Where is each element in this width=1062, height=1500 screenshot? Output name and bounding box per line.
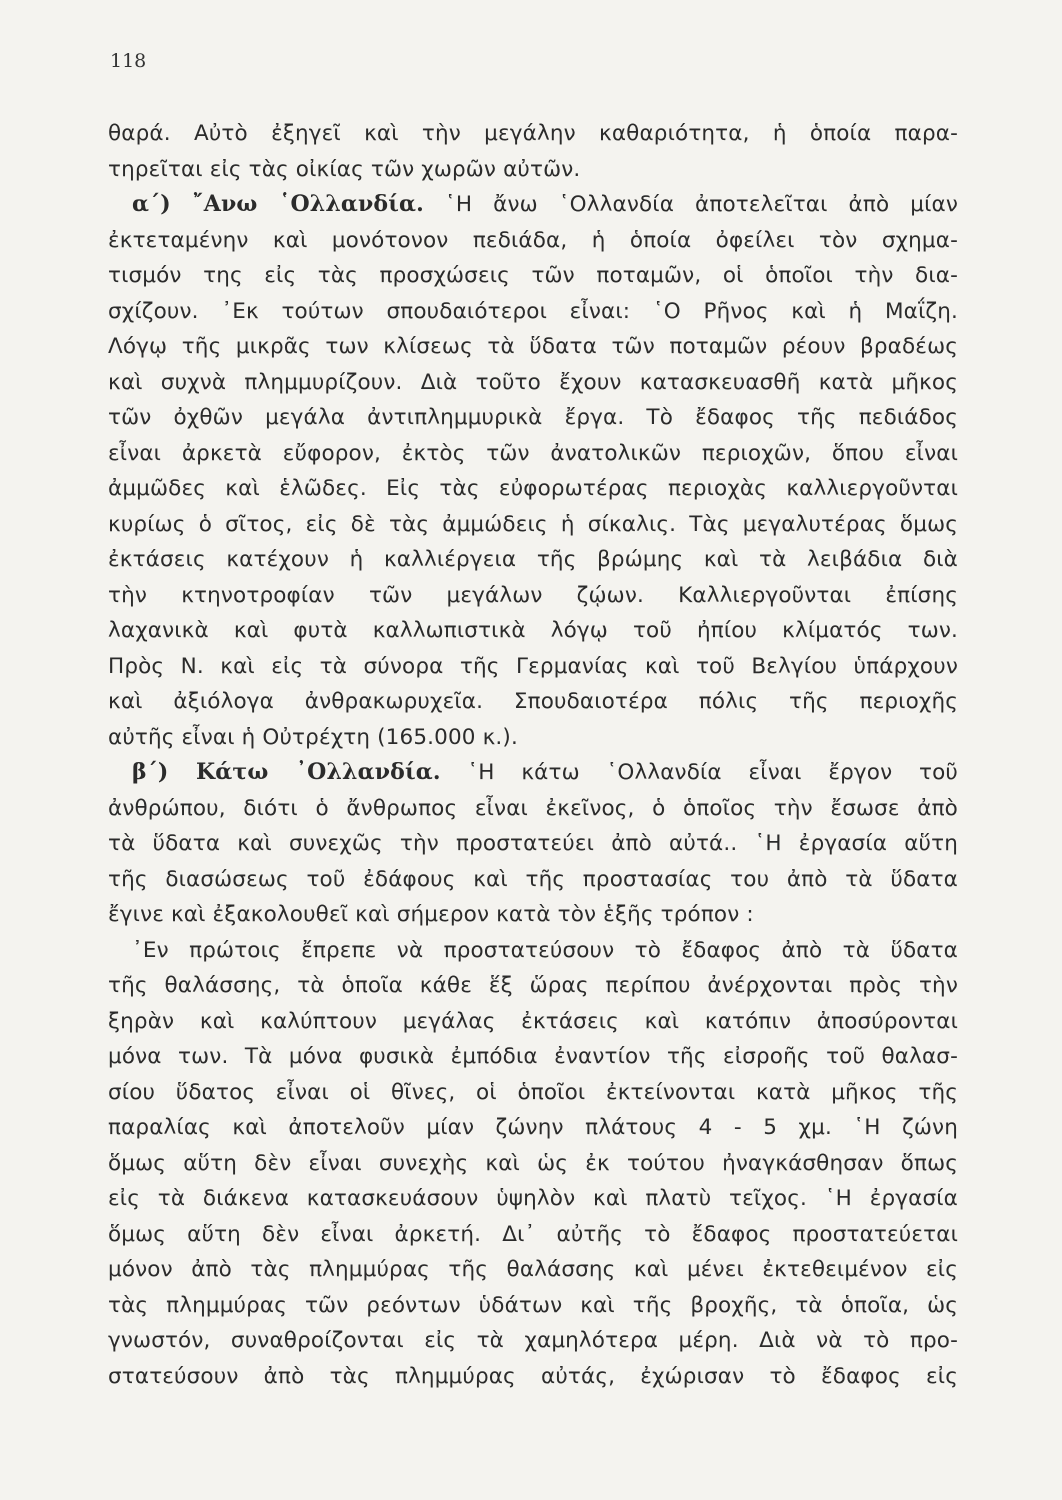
section-heading: α΄) ῎Ανω ῾Ολλανδία. [132, 191, 424, 217]
text-line [108, 1359, 958, 1395]
line-text: γνωστόν, συναθροίζονται εἰς τὰ χαμηλότερα μέρη. Διὰ νὰ τὸ προ- [108, 1328, 958, 1353]
text-line [108, 933, 958, 969]
line-text: ἔγινε καὶ ἐξακολουθεῖ καὶ σήμερον κατὰ τὸν ἑξῆς τρόπον : [108, 902, 754, 927]
line-text: τὰ ὕδατα καὶ συνεχῶς τὴν προστατεύει ἀπὸ αὐτά.. ῾Η ἐργασία αὕτη [108, 831, 958, 856]
line-text: ὅμως αὕτη δὲν εἶναι συνεχὴς καὶ ὡς ἐκ τούτου ἠναγκάσθησαν ὅπως [108, 1150, 958, 1176]
text-line [108, 187, 958, 223]
line-text: ἀμμῶδες καὶ ἑλῶδες. Εἰς τὰς εὐφορωτέρας περιοχὰς καλλιεργοῦνται [108, 476, 958, 501]
text-line [108, 223, 958, 259]
text-line [108, 862, 958, 898]
line-text: ξηρὰν καὶ καλύπτουν μεγάλας ἐκτάσεις καὶ κατόπιν ἀποσύρονται [108, 1008, 958, 1034]
text-line [108, 578, 958, 614]
line-text: μόνα των. Τὰ μόνα φυσικὰ ἐμπόδια ἐναντίον τῆς εἰσροῆς τοῦ θαλασ- [108, 1044, 958, 1069]
text-line [108, 826, 958, 862]
text-line [108, 329, 958, 365]
line-text: ῾Η ἄνω ῾Ολλανδία ἀποτελεῖται ἀπὸ μίαν [423, 192, 958, 217]
line-text: τὰς πλημμύρας τῶν ρεόντων ὑδάτων καὶ τῆς βροχῆς, τὰ ὁποῖα, ὡς [108, 1292, 958, 1318]
line-text: τῆς διασώσεως τοῦ ἐδάφους καὶ τῆς προστασίας του ἀπὸ τὰ ὕδατα [108, 866, 958, 892]
line-text: σχίζουν. ᾿Εκ τούτων σπουδαιότεροι εἶναι: ῾Ο Ρῆνος καὶ ἡ Μαΐζη. [108, 298, 958, 324]
text-line [108, 1039, 958, 1075]
line-text: ὅμως αὕτη δὲν εἶναι ἀρκετή. Δι᾿ αὐτῆς τὸ ἔδαφος προστατεύεται [108, 1221, 958, 1247]
line-text: ἐκτεταμένην καὶ μονότονον πεδιάδα, ἡ ὁποία ὀφείλει τὸν σχημα- [108, 227, 958, 253]
text-line [108, 116, 958, 152]
line-text: ἀνθρώπου, διότι ὁ ἄνθρωπος εἶναι ἐκεῖνος, ὁ ὁποῖος τὴν ἔσωσε ἀπὸ [108, 795, 958, 821]
text-line [108, 1181, 958, 1217]
line-text: ῾Η κάτω ῾Ολλανδία εἶναι ἔργον τοῦ [440, 760, 958, 785]
text-line [108, 1075, 958, 1111]
text-line [108, 294, 958, 330]
line-text: τῆς θαλάσσης, τὰ ὁποῖα κάθε ἕξ ὥρας περίπου ἀνέρχονται πρὸς τὴν [108, 973, 958, 998]
line-text: μόνον ἀπὸ τὰς πλημμύρας τῆς θαλάσσης καὶ μένει ἐκτεθειμένον εἰς [108, 1257, 958, 1282]
text-line [108, 791, 958, 827]
line-text: ᾿Εν πρώτοις ἔπρεπε νὰ προστατεύσουν τὸ ἔδαφος ἀπὸ τὰ ὕδατα [132, 937, 958, 963]
line-text: αὐτῆς εἶναι ἡ Οὐτρέχτη (165.000 κ.). [108, 724, 518, 750]
text-line [108, 1217, 958, 1253]
line-text: θαρά. Αὐτὸ ἐξηγεῖ καὶ τὴν μεγάλην καθαριότητα, ἡ ὁποία παρα- [108, 121, 958, 146]
line-text: εἰς τὰ διάκενα κατασκευάσουν ὑψηλὸν καὶ πλατὺ τεῖχος. ῾Η ἐργασία [108, 1186, 958, 1211]
text-line [108, 1288, 958, 1324]
line-text: Λόγῳ τῆς μικρᾶς των κλίσεως τὰ ὕδατα τῶν ποταμῶν ρέουν βραδέως [108, 334, 958, 359]
text-line [108, 1252, 958, 1288]
text-line [108, 968, 958, 1004]
text-line [108, 400, 958, 436]
text-line [108, 471, 958, 507]
page-number: 118 [110, 50, 147, 72]
line-text: κυρίως ὁ σῖτος, εἰς δὲ τὰς ἀμμώδεις ἡ σίκαλις. Τὰς μεγαλυτέρας ὅμως [108, 511, 958, 537]
text-line [108, 1004, 958, 1040]
body-text [108, 116, 958, 1394]
line-text: ἐκτάσεις κατέχουν ἡ καλλιέργεια τῆς βρώμης καὶ τὰ λειβάδια διὰ [108, 547, 958, 572]
text-line [108, 720, 958, 756]
line-text: Πρὸς Ν. καὶ εἰς τὰ σύνορα τῆς Γερμανίας καὶ τοῦ Βελγίου ὑπάρχουν [108, 653, 958, 679]
line-text: εἶναι ἀρκετὰ εὔφορον, ἐκτὸς τῶν ἀνατολικῶν περιοχῶν, ὅπου εἶναι [108, 440, 958, 466]
text-line [108, 613, 958, 649]
line-text: τὴν κτηνοτροφίαν τῶν μεγάλων ζῴων. Καλλιεργοῦνται ἐπίσης [108, 582, 958, 608]
line-text: σίου ὕδατος εἶναι οἱ θῖνες, οἱ ὁποῖοι ἐκτείνονται κατὰ μῆκος τῆς [108, 1079, 958, 1105]
text-line [108, 436, 958, 472]
text-line [108, 365, 958, 401]
line-text: καὶ ἀξιόλογα ἀνθρακωρυχεῖα. Σπουδαιοτέρα πόλις τῆς περιοχῆς [108, 689, 958, 714]
text-line [108, 897, 958, 933]
text-line [108, 1110, 958, 1146]
text-line [108, 684, 958, 720]
line-text: τισμόν της εἰς τὰς προσχώσεις τῶν ποταμῶν, οἱ ὁποῖοι τὴν δια- [108, 263, 958, 288]
line-text: τῶν ὀχθῶν μεγάλα ἀντιπλημμυρικὰ ἔργα. Τὸ ἔδαφος τῆς πεδιάδος [108, 405, 958, 430]
text-line [108, 755, 958, 791]
line-text: στατεύσουν ἀπὸ τὰς πλημμύρας αὐτάς, ἐχώρισαν τὸ ἔδαφος εἰς [108, 1363, 958, 1389]
text-line [108, 258, 958, 294]
text-line [108, 542, 958, 578]
line-text: καὶ συχνὰ πλημμυρίζουν. Διὰ τοῦτο ἔχουν κατασκευασθῆ κατὰ μῆκος [108, 369, 958, 395]
text-line [108, 649, 958, 685]
line-text: λαχανικὰ καὶ φυτὰ καλλωπιστικὰ λόγῳ τοῦ ἠπίου κλίματός των. [108, 618, 958, 643]
section-heading: β΄) Κάτω ᾿Ολλανδία. [132, 759, 441, 785]
line-text: παραλίας καὶ ἀποτελοῦν μίαν ζώνην πλάτους 4 - 5 χμ. ῾Η ζώνη [108, 1115, 958, 1140]
text-line [108, 1146, 958, 1182]
text-line [108, 507, 958, 543]
line-text: τηρεῖται εἰς τὰς οἰκίας τῶν χωρῶν αὐτῶν. [108, 156, 581, 182]
text-line [108, 1323, 958, 1359]
text-line [108, 152, 958, 188]
